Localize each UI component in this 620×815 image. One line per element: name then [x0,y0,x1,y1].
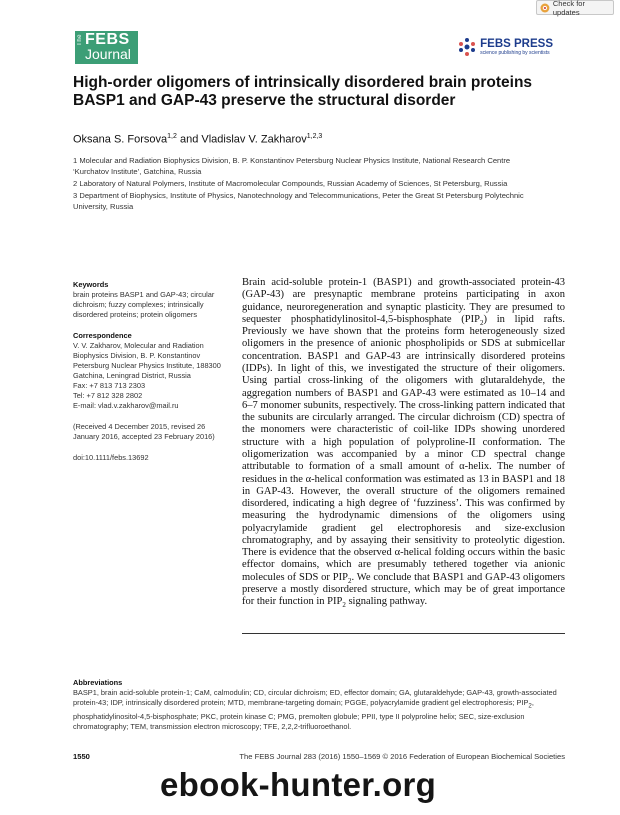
abstract-subscript: 2 [347,576,352,585]
correspondence-fax: Fax: +7 813 713 2303 [73,381,146,390]
author-affiliation-sup: 1,2 [167,133,177,140]
abstract-part: . We conclude that BASP1 and GAP-43 oligomers preserve a mostly disordered structure, which may be of great importance for their function in PIP [242,571,566,608]
abbreviations-subscript: 2 [528,702,532,710]
check-for-updates-button[interactable] [536,0,614,15]
abstract-part: ) in lipid rafts. Previously we have shown that the proteins form heterogeneously sized oligomers in the presence of anionic phospholipids or SDS at submicellar concentration. BASP1 and GAP-43 are intrinsically disordered proteins (IDPs). In light of this, we investigated the structure of their oligomers. Using partial cross-linking of the oligomers with glutaraldehyde, the aggregation numbers of BASP1 and GAP-43 were estimated as 10–14 and 6–7 monomer subunits, respectively. The cross-linking pattern indicated that the subunits are circularly arranged. The circular dichroism (CD) spectra of the monomers were characteristic of coil-like IDPs showing unordered structure with a high population of polyproline-II conformation. The oligomerization was accompanied by a minor CD spectral change attributable to formation of a small amount of α-helix. The number of residues in the α-helical conformation was estimated as 13 in BASP1 and 18 in GAP-43. However, the overall structure of the oligomers remained disordered, indicating a high degree of ‘fuzziness’. This was confirmed by measuring the hydrodynamic dimensions of the oligomers using polyacrylamide gradient gel electrophoresis and size-exclusion chromatography, and by assaying their sensitivity to proteolytic digestion. There is evidence that the observed α-helical folding occurs within the basic effector domains, which are presumably tethered together via anionic molecules of SDS or PIP [242,313,565,583]
logo-journal-text: Journal [85,46,131,62]
keywords-block [73,280,223,320]
logo-the-text: The [77,34,83,46]
febs-press-logo [457,37,553,57]
author-name: Vladislav V. Zakharov [201,133,307,146]
watermark-text: ebook-hunter.org [160,766,437,803]
febs-press-dots-icon [457,37,477,57]
abstract-subscript: 2 [479,318,484,327]
page-number: 1550 [73,752,90,761]
author-list [73,133,322,146]
journal-reference: The FEBS Journal 283 (2016) 1550–1569 © 2016 Federation of European Biochemical Societies [239,752,565,761]
publisher-tagline: science publishing by scientists [480,49,550,56]
affiliation-item: 1 Molecular and Radiation Biophysics Division, B. P. Konstantinov Petersburg Nuclear Physics Institute, National Research Centre ‘Kurchatov Institute’, Gatchina, Russia [73,156,511,176]
correspondence-address: V. V. Zakharov, Molecular and Radiation Biophysics Division, B. P. Konstantinov Petersburg Nuclear Physics Institute, 188300 Gatchina, Leningrad District, Russia [73,341,221,380]
abbreviations-heading: Abbreviations [73,678,123,687]
abstract-subscript: 2 [342,601,346,610]
article-title: High-order oligomers of intrinsically disordered brain proteins BASP1 and GAP-43 preserve the structural disorder [73,74,533,109]
received-dates: (Received 4 December 2015, revised 26 January 2016, accepted 23 February 2016) [73,422,215,441]
affiliation-item: 2 Laboratory of Natural Polymers, Institute of Macromolecular Compounds, Russian Academy of Sciences, St Petersburg, Russia [73,178,508,188]
authors-joiner: and [179,133,199,146]
article-sidebar [73,280,223,463]
abstract-part: signaling pathway. [345,596,428,608]
affiliations [73,156,543,214]
affiliation-item: 3 Department of Biophysics, Institute of Physics, Nanotechnology and Telecommunications, Peter the Great St Petersburg Polytechnic University, Russia [73,191,524,211]
logo-febs-text: FEBS [85,31,130,48]
dates-block [73,422,223,442]
doi-link[interactable]: doi:10.1111/febs.13692 [73,453,149,462]
keywords-heading: Keywords [73,280,109,289]
abbreviations-text [73,688,565,732]
abstract-divider [242,633,565,634]
author-name: Oksana S. Forsova [73,133,168,146]
abbreviations-part: BASP1, brain acid-soluble protein-1; CaM, calmodulin; CD, circular dichroism; ED, effector domain; GA, glutaraldehyde; GAP-43, growth-associated protein-43; IDP, intrinsically disordered protein; MTD, membrane-targeting domain; PGGE, polyacrylamide gradient gel electrophoresis; PIP [73,688,557,708]
abbreviations-part: , phosphatidylinositol-4,5-bisphosphate; PKC, protein kinase C; PMG, premolten globule; PPII, type II polyproline helix; SEC, size-exclusion chromatography; TEM, transmission electron microscopy; TFE, 2,2,2-trifluoroethanol. [73,698,534,732]
check-updates-label: Check for updates [552,0,585,17]
correspondence-block [73,331,223,411]
febs-journal-logo [75,31,138,64]
correspondence-tel: Tel: +7 812 328 2802 [73,391,143,400]
abbreviations-block [73,678,565,732]
check-updates-icon [540,3,550,13]
publisher-name: FEBS PRESS [480,37,553,50]
author-affiliation-sup: 1,2,3 [306,133,323,140]
abstract-part: Brain acid-soluble protein-1 (BASP1) and growth-associated protein-43 (GAP-43) are presynaptic membrane proteins participating in axon guidance, neuroregeneration and synaptic plasticity. They are presumed to sequester phosphatidylinositol-4,5-bisphosphate (PIP [242,277,565,325]
correspondence-heading: Correspondence [73,331,132,340]
abstract-text [242,277,565,609]
correspondence-email[interactable]: E-mail: vlad.v.zakharov@mail.ru [73,401,179,410]
keywords-text: brain proteins BASP1 and GAP-43; circular dichroism; fuzzy complexes; intrinsically disordered proteins; protein oligomers [73,290,215,319]
